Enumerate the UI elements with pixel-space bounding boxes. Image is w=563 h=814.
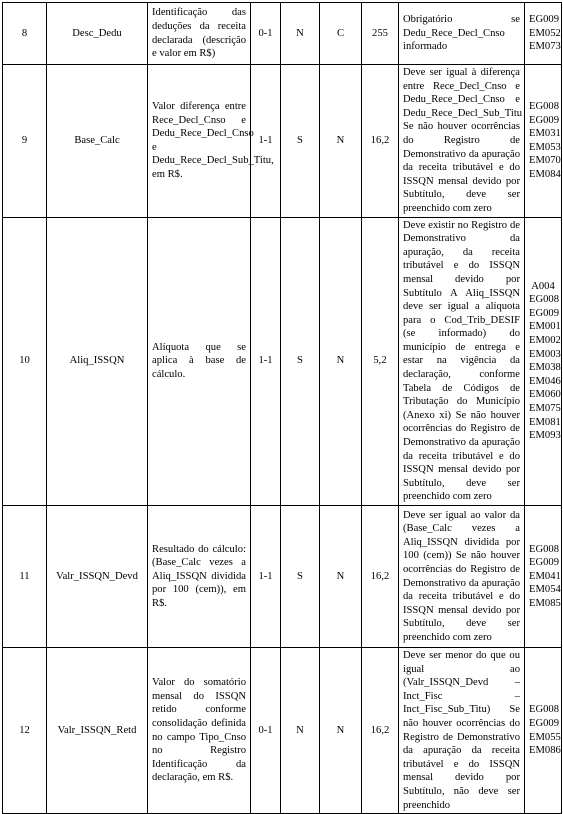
field-name: Base_Calc — [47, 65, 148, 218]
error-code: EM073 — [529, 41, 561, 53]
table-row — [3, 648, 562, 814]
validation-rule: Deve ser menor do que ou igual ao (Valr_ISSQN_Devd – Inct_Fisc – Inct_Fisc_Sub_Titu) Se não houver ocorrências do Registro de Demonstrativo da apuração da receita tributável e do ISSQN mensal devido por Subtítulo, não deve ser preenchido — [399, 648, 525, 814]
error-code: EM060 — [529, 389, 561, 401]
field-description: Resultado do cálculo: (Base_Calc vezes a Aliq_ISSQN dividida por 100 (cem)), em R$. — [148, 506, 251, 648]
field-description: Alíquota que se aplica à base de cálculo. — [148, 217, 251, 505]
error-code: EM093 — [529, 430, 561, 442]
occurrence: 0-1 — [251, 648, 281, 814]
required-flag: N — [281, 648, 320, 814]
field-name: Valr_ISSQN_Devd — [47, 506, 148, 648]
field-type: N — [320, 217, 362, 505]
validation-rule: Obrigatório se Dedu_Rece_Decl_Cnso informado — [399, 3, 525, 65]
required-flag: S — [281, 65, 320, 218]
field-spec-table — [2, 2, 562, 814]
field-size: 5,2 — [362, 217, 399, 505]
error-code: EM053 — [529, 141, 561, 153]
error-code: EM052 — [529, 27, 561, 39]
error-codes — [525, 3, 562, 65]
field-description: Valor do somatório mensal do ISSQN retido conforme consolidação definida no campo Tipo_Cnso no Registro Identificação da declaração, em R$. — [148, 648, 251, 814]
field-type: C — [320, 3, 362, 65]
field-description: Valor diferença entre Rece_Decl_Cnso e Dedu_Rece_Decl_Cnso e Dedu_Rece_Decl_Sub_Titu, em R$. — [148, 65, 251, 218]
field-type: N — [320, 648, 362, 814]
error-codes — [525, 648, 562, 814]
error-code: EG008 — [529, 543, 560, 555]
row-number: 12 — [3, 648, 47, 814]
error-code: EM085 — [529, 597, 561, 609]
error-code: EG008 — [529, 294, 560, 306]
occurrence: 0-1 — [251, 3, 281, 65]
error-code: EM031 — [529, 128, 561, 140]
occurrence: 1-1 — [251, 506, 281, 648]
error-code: EM038 — [529, 362, 561, 374]
table-row — [3, 217, 562, 505]
table-row — [3, 3, 562, 65]
error-code: EM086 — [529, 745, 561, 757]
error-codes — [525, 65, 562, 218]
error-code: EM001 — [529, 321, 561, 333]
field-description: Identificação das deduções da receita declarada (descrição e valor em R$) — [148, 3, 251, 65]
field-type: N — [320, 506, 362, 648]
validation-rule: Deve ser igual à diferença entre Rece_Decl_Cnso e Dedu_Rece_Decl_Cnso e Dedu_Rece_Decl_Sub_Titu Se não houver ocorrências do Registro de Demonstrativo da apuração da receita tributável e do ISSQN mensal devido por Subtítulo, deve ser preenchido com zero — [399, 65, 525, 218]
required-flag: S — [281, 217, 320, 505]
validation-rule: Deve ser igual ao valor da (Base_Calc vezes a Aliq_ISSQN dividida por 100 (cem)) Se não houver ocorrências do Registro de Demonstrativo da apuração da receita tributável e do ISSQN mensal devido por Subtítulo, deve ser preenchido com zero — [399, 506, 525, 648]
required-flag: N — [281, 3, 320, 65]
field-size: 16,2 — [362, 65, 399, 218]
error-code: EM084 — [529, 168, 561, 180]
validation-rule: Deve existir no Registro de Demonstrativo da apuração, da receita tributável e do ISSQN mensal devido por Subtítulo A Aliq_ISSQN deve ser igual a alíquota para o Cod_Trib_DESIF (se informado) do município de entrega e estar na vigência da declaração, conforme Tabela de Códigos de Tributação do Município (Anexo xi) Se não houver ocorrências do Registro de Demonstrativo da apuração da receita tributável e do ISSQN mensal devido por Subtítulo, deve ser preenchido com zero — [399, 217, 525, 505]
field-name: Valr_ISSQN_Retd — [47, 648, 148, 814]
field-name: Desc_Dedu — [47, 3, 148, 65]
required-flag: S — [281, 506, 320, 648]
error-code: A004 — [531, 280, 555, 292]
error-code: EG009 — [529, 114, 560, 126]
occurrence: 1-1 — [251, 217, 281, 505]
row-number: 8 — [3, 3, 47, 65]
error-code: EM046 — [529, 375, 561, 387]
error-code: EM003 — [529, 348, 561, 360]
error-code: EG009 — [529, 557, 560, 569]
error-code: EM041 — [529, 570, 561, 582]
error-code: EG009 — [529, 14, 560, 26]
row-number: 11 — [3, 506, 47, 648]
error-code: EG009 — [529, 717, 560, 729]
field-type: N — [320, 65, 362, 218]
error-codes — [525, 217, 562, 505]
table-row — [3, 506, 562, 648]
error-code: EM081 — [529, 416, 561, 428]
error-code: EG008 — [529, 100, 560, 112]
table-row — [3, 65, 562, 218]
row-number: 9 — [3, 65, 47, 218]
error-code: EM055 — [529, 731, 561, 743]
row-number: 10 — [3, 217, 47, 505]
field-size: 255 — [362, 3, 399, 65]
error-code: EG009 — [529, 307, 560, 319]
occurrence: 1-1 — [251, 65, 281, 218]
error-code: EG008 — [529, 704, 560, 716]
error-code: EM002 — [529, 335, 561, 347]
error-code: EM054 — [529, 584, 561, 596]
field-size: 16,2 — [362, 648, 399, 814]
error-code: EM075 — [529, 403, 561, 415]
field-name: Aliq_ISSQN — [47, 217, 148, 505]
field-size: 16,2 — [362, 506, 399, 648]
error-codes — [525, 506, 562, 648]
error-code: EM070 — [529, 155, 561, 167]
